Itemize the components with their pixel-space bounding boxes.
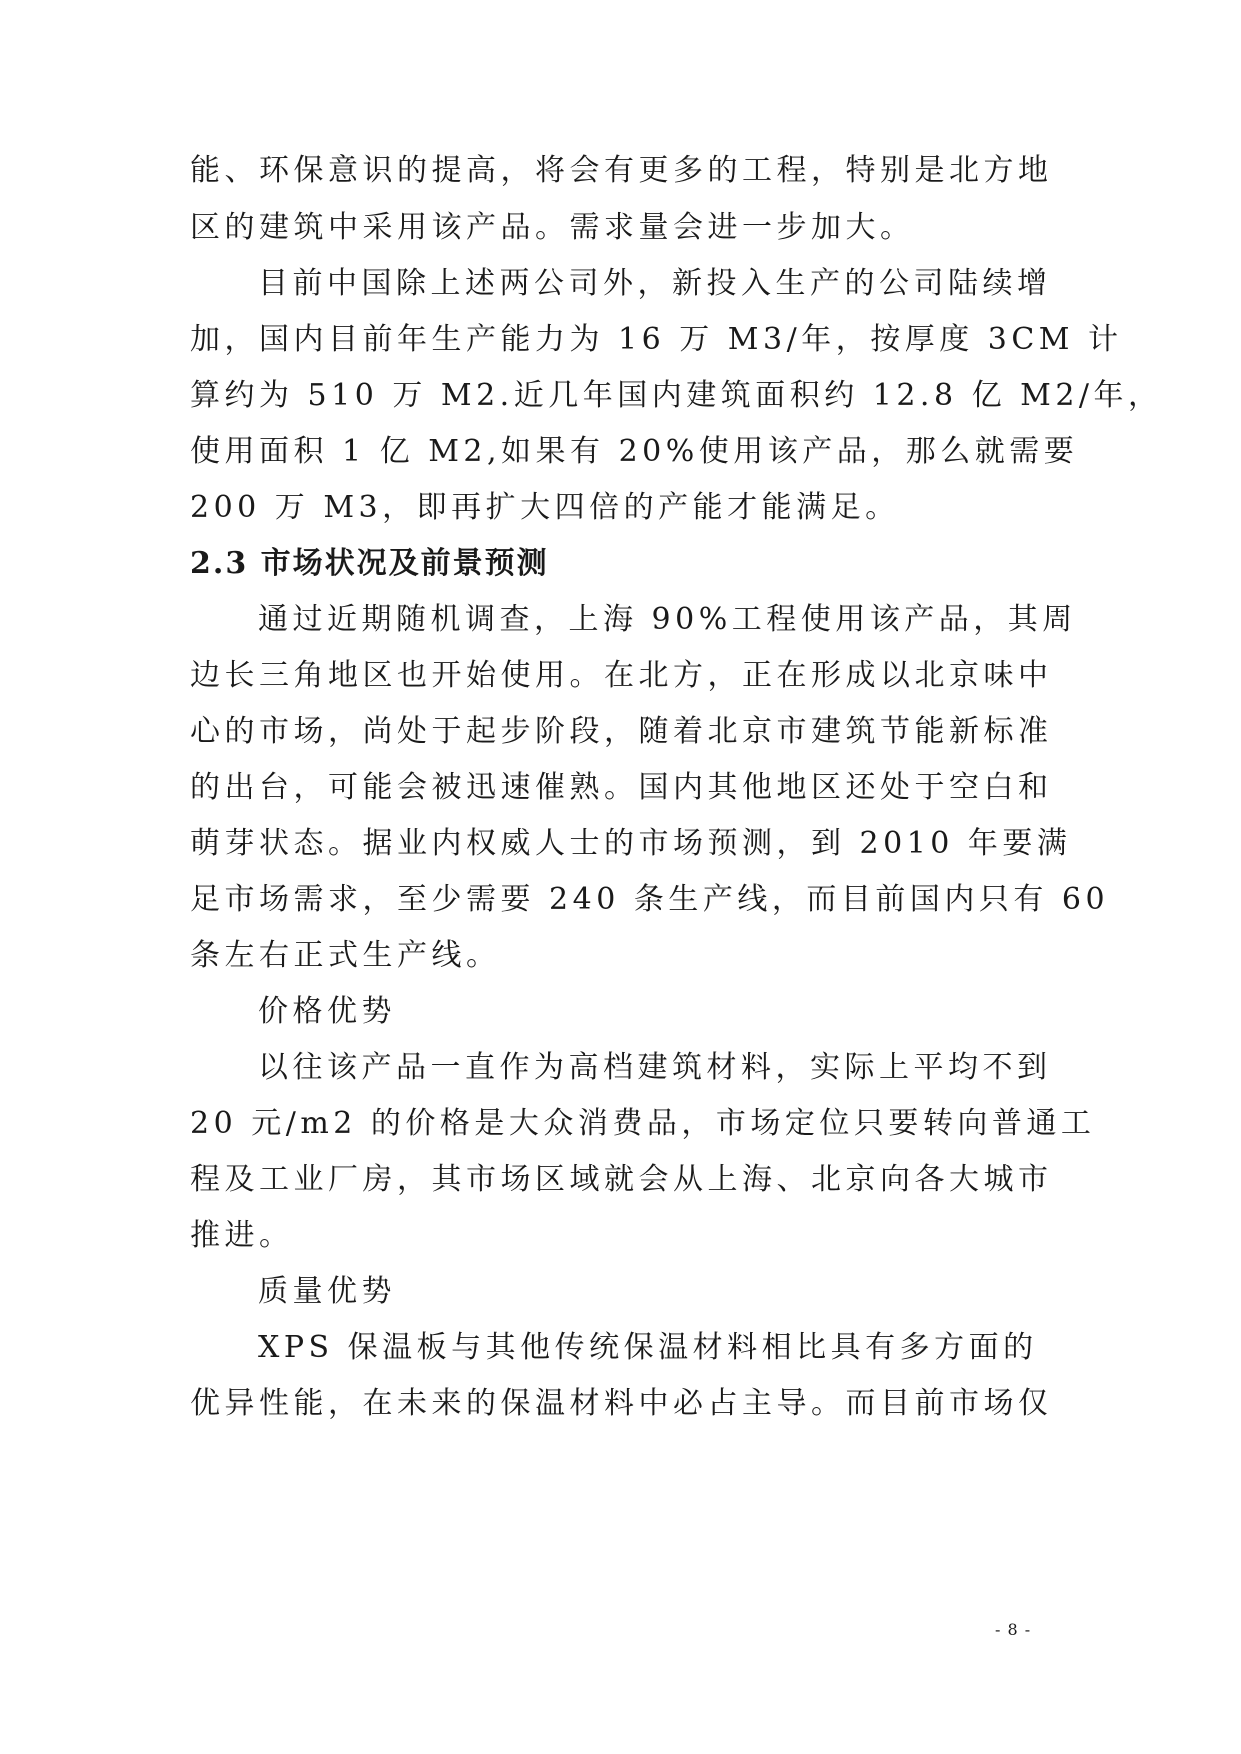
body-text-line: 边长三角地区也开始使用。在北方，正在形成以北京味中 <box>190 658 1053 693</box>
body-text-line: 使用面积 1 亿 M2,如果有 20%使用该产品，那么就需要 <box>190 434 1079 469</box>
body-text-line: 区的建筑中采用该产品。需求量会进一步加大。 <box>190 210 915 245</box>
subheading-price-advantage: 价格优势 <box>258 994 396 1029</box>
body-text-line: 心的市场，尚处于起步阶段，随着北京市建筑节能新标准 <box>190 714 1053 749</box>
body-text-line: 200 万 M3，即再扩大四倍的产能才能满足。 <box>190 490 900 525</box>
body-text-line: 萌芽状态。据业内权威人士的市场预测，到 2010 年要满 <box>190 826 1072 861</box>
body-text-line: 优异性能，在未来的保温材料中必占主导。而目前市场仅 <box>190 1386 1053 1421</box>
section-heading: 2.3 市场状况及前景预测 <box>190 546 549 581</box>
body-text-line: 能、环保意识的提高，将会有更多的工程，特别是北方地 <box>190 153 1053 188</box>
body-text-line: XPS 保温板与其他传统保温材料相比具有多方面的 <box>258 1330 1038 1365</box>
body-text-line: 足市场需求，至少需要 240 条生产线，而目前国内只有 60 <box>190 882 1110 917</box>
body-text-line: 加，国内目前年生产能力为 16 万 M3/年，按厚度 3CM 计 <box>190 322 1123 357</box>
body-text-line: 推进。 <box>190 1218 294 1253</box>
body-text-line: 20 元/m2 的价格是大众消费品，市场定位只要转向普通工 <box>190 1106 1096 1141</box>
body-text-line: 条左右正式生产线。 <box>190 938 501 973</box>
body-text-line: 以往该产品一直作为高档建筑材料，实际上平均不到 <box>258 1050 1052 1085</box>
body-text-line: 目前中国除上述两公司外，新投入生产的公司陆续增 <box>258 266 1052 301</box>
body-text-line: 通过近期随机调查，上海 90%工程使用该产品，其周 <box>258 602 1077 637</box>
body-text-line: 程及工业厂房，其市场区域就会从上海、北京向各大城市 <box>190 1162 1053 1197</box>
page-number: - 8 - <box>995 1620 1032 1639</box>
body-text-line: 算约为 510 万 M2.近几年国内建筑面积约 12.8 亿 M2/年， <box>190 378 1163 413</box>
body-text-line: 的出台，可能会被迅速催熟。国内其他地区还处于空白和 <box>190 770 1053 805</box>
subheading-quality-advantage: 质量优势 <box>258 1274 396 1309</box>
